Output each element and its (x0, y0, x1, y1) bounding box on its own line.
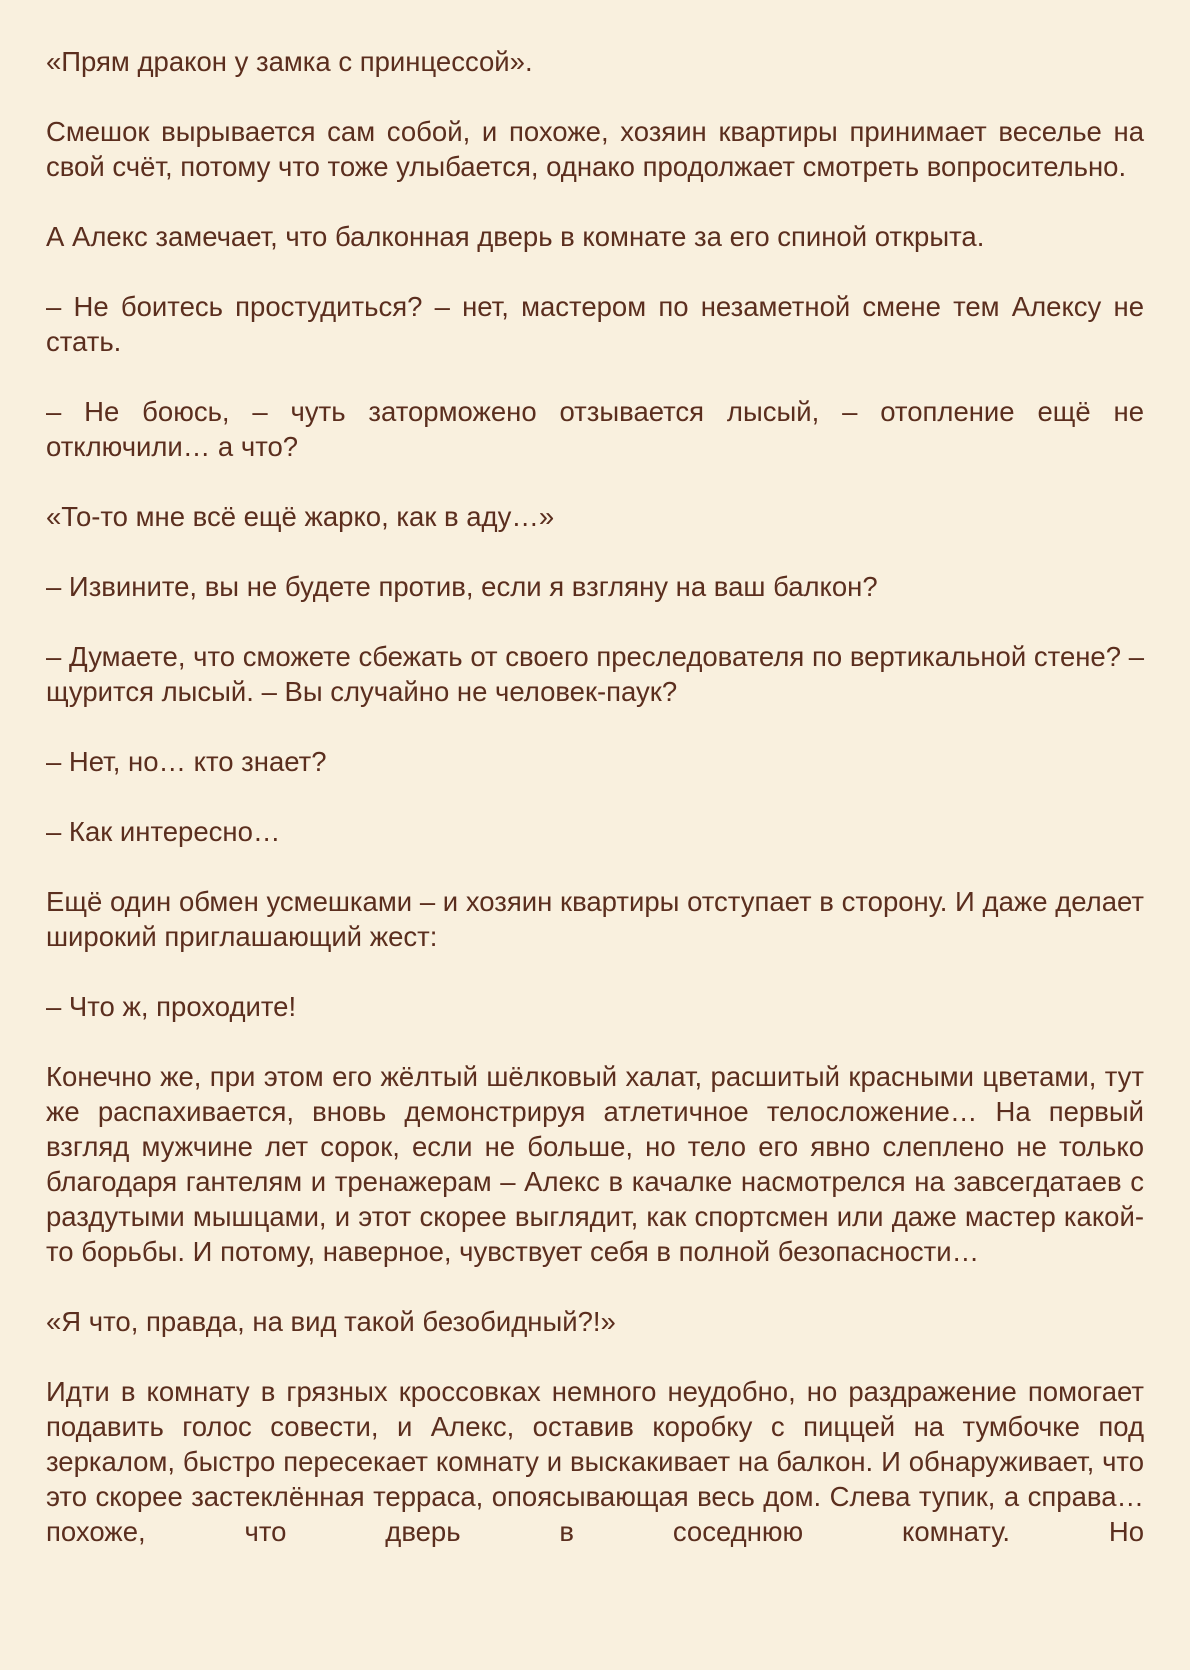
paragraph: – Извините, вы не будете против, если я взгляну на ваш балкон? (46, 571, 878, 602)
document-page (46, 44, 1144, 1549)
paragraph: – Не боитесь простудиться? – нет, мастером по незаметной смене тем Алексу не стать. (46, 291, 1144, 357)
paragraph: – Как интересно… (46, 816, 281, 847)
paragraph: «Прям дракон у замка с принцессой». (46, 46, 533, 77)
paragraph: «То-то мне всё ещё жарко, как в аду…» (46, 501, 555, 532)
paragraph: Ещё один обмен усмешками – и хозяин квартиры отступает в сторону. И даже делает широкий приглашающий жест: (46, 886, 1144, 952)
paragraph: – Что ж, проходите! (46, 991, 297, 1022)
paragraph: «Я что, правда, на вид такой безобидный?!» (46, 1306, 616, 1337)
paragraph: – Нет, но… кто знает? (46, 746, 327, 777)
paragraph: Смешок вырывается сам собой, и похоже, хозяин квартиры принимает веселье на свой счёт, потому что тоже улыбается, однако продолжает смотреть вопросительно. (46, 116, 1144, 182)
paragraph-continued: Идти в комнату в грязных кроссовках немного неудобно, но раздражение помогает подавить голос совести, и Алекс, оставив коробку с пиццей на тумбочке под зеркалом, быстро пересекает комнату и выскакивает на балкон. И обнаруживает, что это скорее застеклённая терраса, опоясывающая весь дом. Слева тупик, а справа… похоже, что дверь в соседнюю комнату. Но (46, 1376, 1144, 1547)
paragraph: – Думаете, что сможете сбежать от своего преследователя по вертикальной стене? – щурится лысый. – Вы случайно не человек-паук? (46, 641, 1144, 707)
paragraph: Конечно же, при этом его жёлтый шёлковый халат, расшитый красными цветами, тут же распахивается, вновь демонстрируя атлетичное телосложение… На первый взгляд мужчине лет сорок, если не больше, но тело его явно слеплено не только благодаря гантелям и тренажерам – Алекс в качалке насмотрелся на завсегдатаев с раздутыми мышцами, и этот скорее выглядит, как спортсмен или даже мастер какой-то борьбы. И потому, наверное, чувствует себя в полной безопасности… (46, 1061, 1144, 1267)
paragraph: – Не боюсь, – чуть заторможено отзывается лысый, – отопление ещё не отключили… а что? (46, 396, 1144, 462)
paragraph: А Алекс замечает, что балконная дверь в комнате за его спиной открыта. (46, 221, 985, 252)
